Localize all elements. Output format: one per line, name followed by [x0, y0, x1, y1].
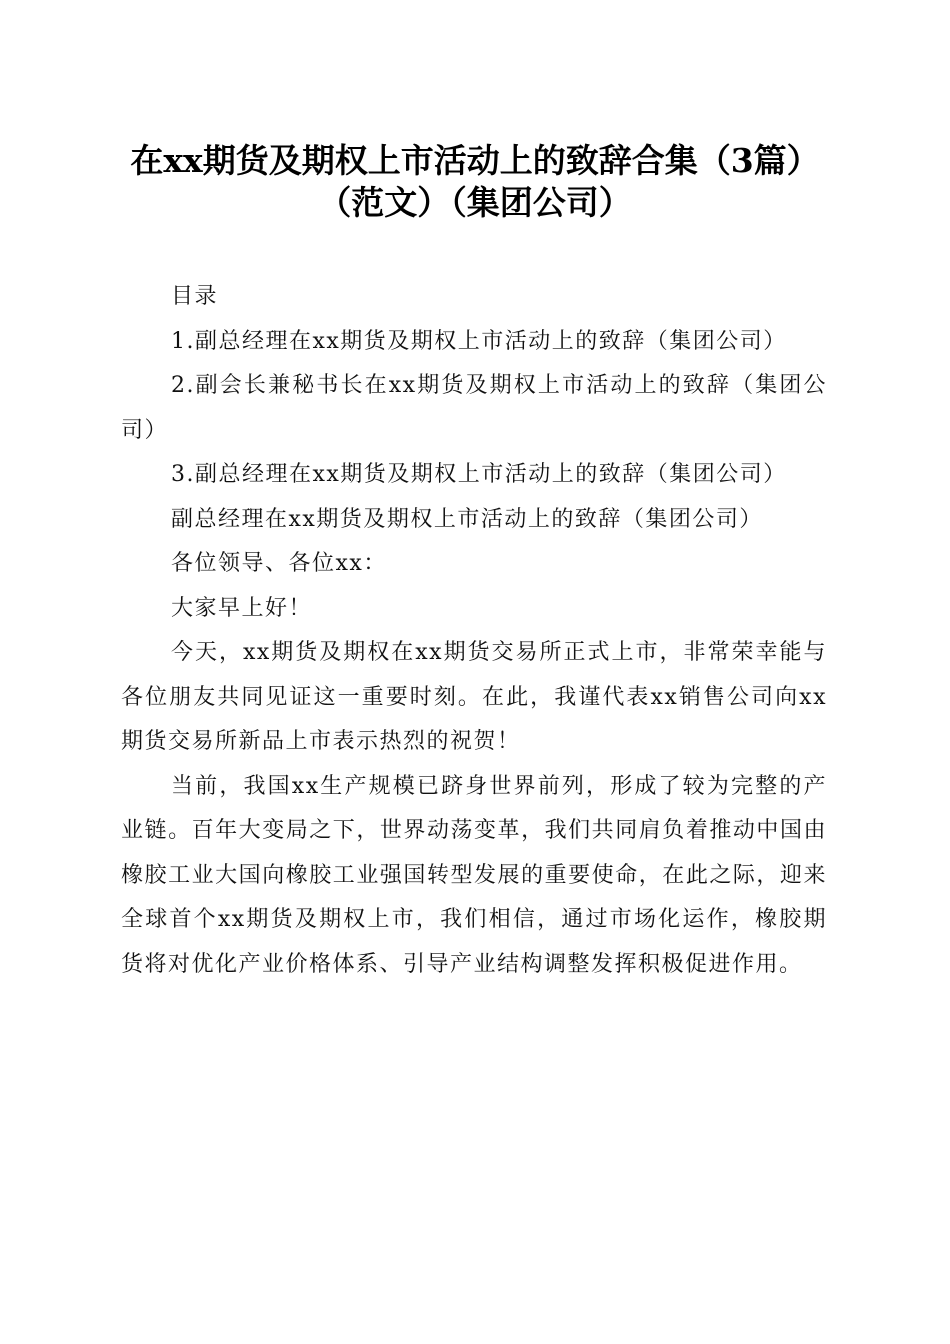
toc-heading: 目录: [171, 284, 219, 309]
toc-item: 3.副总经理在xx期货及期权上市活动上的致辞（集团公司）: [171, 462, 787, 487]
document-title: 在xx期货及期权上市活动上的致辞合集（3篇）（范文）（集团公司）: [130, 141, 820, 222]
toc-item: 2.副会长兼秘书长在xx期货及期权上市活动上的致辞（集团公司）: [121, 373, 827, 443]
section-title: 副总经理在xx期货及期权上市活动上的致辞（集团公司）: [171, 506, 763, 532]
document-body: [121, 275, 827, 987]
toc-item: 1.副总经理在xx期货及期权上市活动上的致辞（集团公司）: [171, 328, 787, 354]
body-paragraph: 当前，我国xx生产规模已跻身世界前列，形成了较为完整的产业链。百年大变局之下，世界动荡变革，我们共同肩负着推动中国由橡胶工业大国向橡胶工业强国转型发展的重要使命，在此之际，迎来全球首个xx期货及期权上市，我们相信，通过市场化运作，橡胶期货将对优化产业价格体系、引导产业结构调整发挥积极促进作用。: [121, 773, 827, 977]
greeting: 大家早上好！: [171, 595, 313, 621]
body-paragraph: 今天，xx期货及期权在xx期货交易所正式上市，非常荣幸能与各位朋友共同见证这一重要时刻。在此，我谨代表xx销售公司向xx期货交易所新品上市表示热烈的祝贺！: [121, 640, 827, 754]
salutation: 各位领导、各位xx：: [171, 551, 387, 576]
